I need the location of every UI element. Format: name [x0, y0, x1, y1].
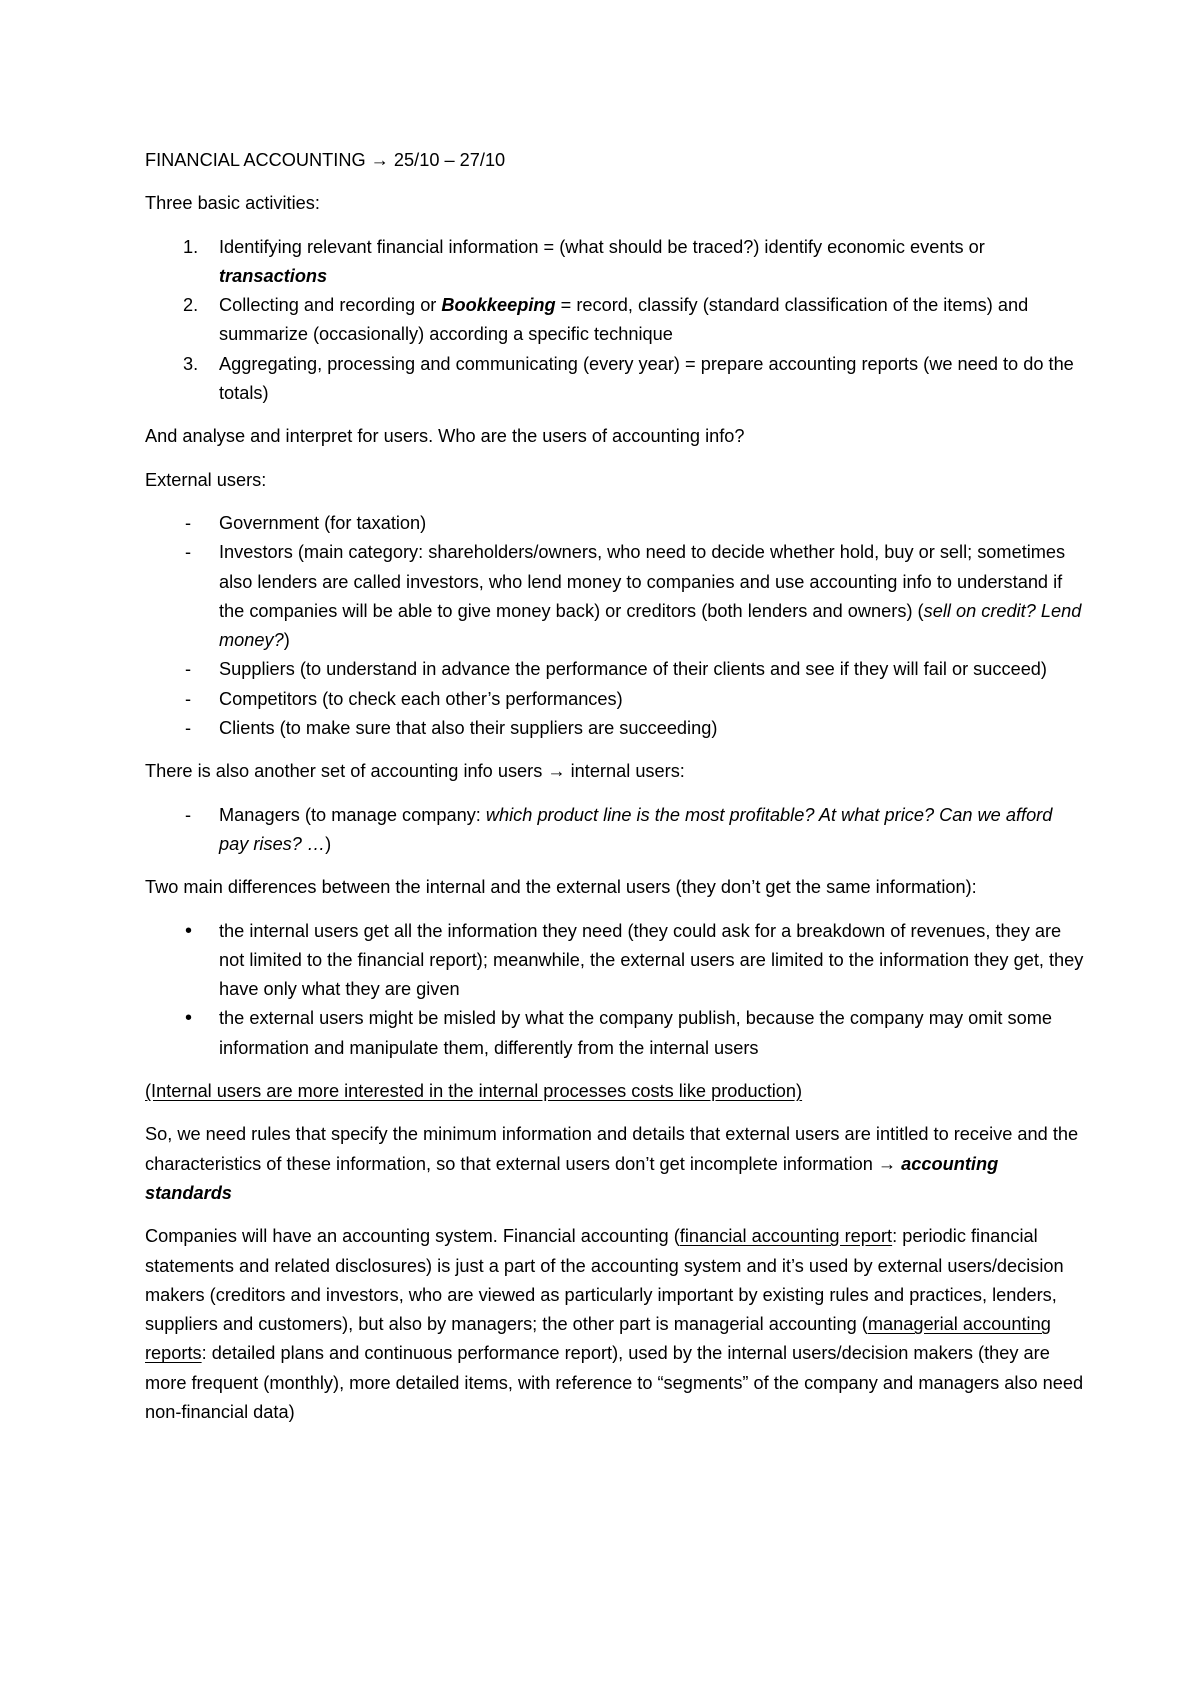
list-item: - Government (for taxation): [145, 509, 1085, 538]
managerial-report-term: managerial accounting reports: [145, 1314, 1051, 1364]
external-users-heading: External users:: [145, 469, 267, 490]
internal-note: (Internal users are more interested in the internal processes costs like production): [145, 1081, 803, 1102]
financial-report-term: financial accounting report: [679, 1226, 893, 1247]
external-users-list: [145, 509, 1085, 743]
accounting-system-paragraph: Companies will have an accounting system. Financial accounting (financial accounting report: periodic financial statements and related disclosures) is just a part of the accounting system and it’s used by external users/decision makers (creditors and investors, who are viewed as particularly important by existing rules and practices, lenders, suppliers and customers), but also by managers; the other part is managerial accounting (managerial accounting reports: detailed plans and continuous performance report), used by the internal users/decision makers (they are more frequent (monthly), more detailed items, with reference to “segments” of the company and managers also need non-financial data): [145, 1226, 1084, 1422]
list-item: - Competitors (to check each other’s performances): [145, 685, 1085, 714]
emphasis-text: Bookkeeping: [441, 295, 556, 316]
dash-marker: -: [185, 542, 192, 563]
activities-list: [145, 233, 1085, 409]
bullet-marker: •: [185, 919, 193, 942]
list-item: - Investors (main category: shareholders/owners, who need to decide whether hold, buy or sell; sometimes also lenders are called investors, who lend money to companies and use accounting info to understand if the companies will be able to give money back) or creditors (both lenders and owners) (sell on credit? Lend money?): [145, 538, 1085, 655]
list-number: 1.: [183, 236, 199, 257]
italic-question: which product line is the most profitable? At what price? Can we afford pay rises? …: [219, 804, 1053, 854]
rules-paragraph: So, we need rules that specify the minimum information and details that external users are intitled to receive and the characteristics of these information, so that external users don’t get incomplete information → accounting standards: [145, 1124, 1079, 1203]
list-item: • the external users might be misled by what the company publish, because the company may omit some information and manipulate them, differently from the internal users: [145, 1004, 1085, 1063]
bullet-marker: •: [185, 1007, 193, 1030]
intro-paragraph: Three basic activities:: [145, 193, 320, 214]
dash-marker: -: [185, 804, 192, 825]
list-item: - Clients (to make sure that also their suppliers are succeeding): [145, 714, 1085, 743]
dash-marker: -: [185, 512, 192, 533]
accounting-standards-term: accounting standards: [145, 1153, 999, 1203]
document-page: [145, 146, 1085, 1427]
dash-marker: -: [185, 659, 192, 680]
italic-question: sell on credit? Lend money?: [219, 600, 1082, 651]
differences-heading: Two main differences between the internal and the external users (they don’t get the same information):: [145, 877, 977, 898]
differences-list: [145, 917, 1085, 1063]
list-number: 2.: [183, 295, 199, 316]
internal-users-list: [145, 801, 1085, 860]
dash-marker: -: [185, 718, 192, 739]
list-item: - Suppliers (to understand in advance the performance of their clients and see if they will fail or succeed): [145, 655, 1085, 684]
list-item: - Managers (to manage company: which product line is the most profitable? At what price? Can we afford pay rises? …): [145, 801, 1085, 860]
dash-marker: -: [185, 688, 192, 709]
list-item: 3. Aggregating, processing and communicating (every year) = prepare accounting reports (we need to do the totals): [145, 350, 1085, 409]
list-item: • the internal users get all the information they need (they could ask for a breakdown of revenues, they are not limited to the financial report); meanwhile, the external users are limited to the information they get, they have only what they are given: [145, 917, 1085, 1005]
analyse-paragraph: And analyse and interpret for users. Who are the users of accounting info?: [145, 426, 745, 447]
list-number: 3.: [183, 353, 199, 374]
emphasis-text: transactions: [219, 265, 328, 286]
internal-users-heading: There is also another set of accounting info users → internal users:: [145, 761, 685, 782]
list-item: 2. Collecting and recording or Bookkeeping = record, classify (standard classification of the items) and summarize (occasionally) according a specific technique: [145, 291, 1085, 350]
document-title: FINANCIAL ACCOUNTING → 25/10 – 27/10: [145, 150, 506, 170]
list-item: 1. Identifying relevant financial information = (what should be traced?) identify economic events or transactions: [145, 233, 1085, 292]
